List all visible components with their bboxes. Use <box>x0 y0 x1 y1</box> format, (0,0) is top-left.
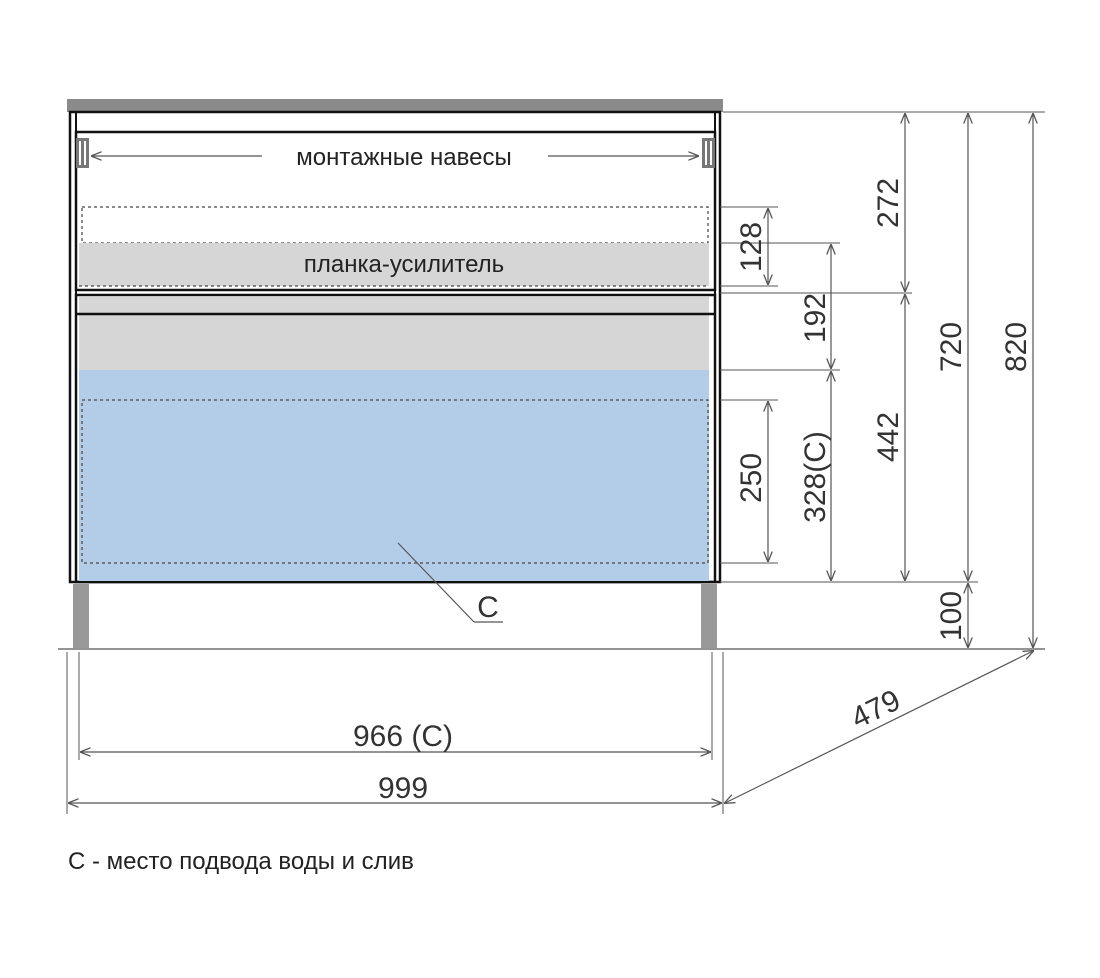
dim-100: 100 <box>935 590 968 642</box>
legend-note: C - место подвода воды и слив <box>68 848 414 875</box>
dim-966c: 966 (C) <box>352 720 454 753</box>
dim-272: 272 <box>872 177 905 229</box>
top-dotted-zone <box>82 207 708 243</box>
dim-192: 192 <box>799 292 832 344</box>
c-marker-label: C <box>477 591 499 624</box>
hanger-left-icon <box>76 138 89 168</box>
dim-line-479 <box>725 651 1033 803</box>
hanger-right-icon <box>702 138 715 168</box>
dim-479: 479 <box>846 683 906 736</box>
dim-328c: 328(C) <box>799 431 832 523</box>
dim-720: 720 <box>935 321 968 373</box>
right-leg <box>701 584 717 648</box>
dim-442: 442 <box>872 411 905 463</box>
lower-gray-zone <box>79 297 709 370</box>
water-connection-zone <box>79 370 709 581</box>
dim-250: 250 <box>735 452 768 504</box>
dim-128: 128 <box>735 221 768 273</box>
countertop <box>67 99 723 112</box>
left-leg <box>73 584 89 648</box>
mounting-hangers-label: монтажные навесы <box>296 144 512 171</box>
dim-999: 999 <box>377 772 429 805</box>
reinforcement-bar-label: планка-усилитель <box>303 251 505 278</box>
dim-820: 820 <box>1000 321 1033 373</box>
